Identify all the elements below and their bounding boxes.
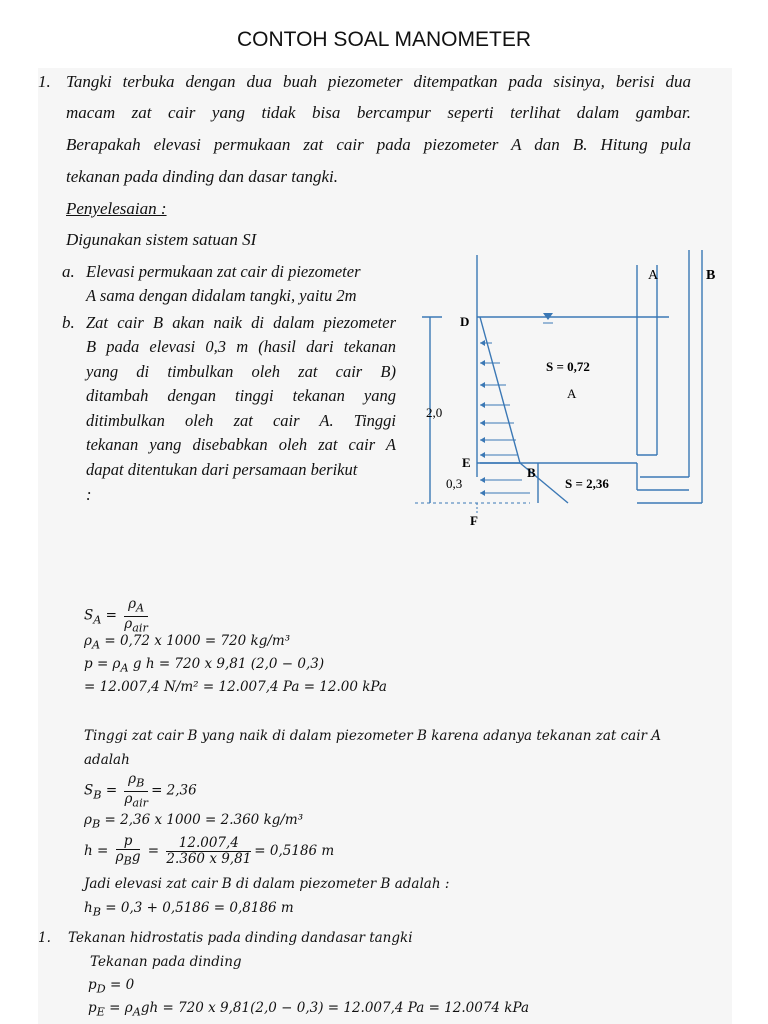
section2-number: 1. [38,930,51,946]
label-B-mid: B [527,465,536,480]
units-note: Digunakan sistem satuan SI [66,230,257,249]
problem-line-4: tekanan pada dinding dan dasar tangki. [66,167,338,186]
eq-rho-b: $\rho_B = 2,36$ x 1000 = 2.360 kg/m³ [84,812,304,831]
item-b-line-3: yang di timbulkan oleh zat cair B) [86,362,396,381]
page-title: CONTOH SOAL MANOMETER [236,28,532,51]
item-b-letter: b. [62,313,75,332]
section2-sub: Tekanan pada dinding [90,954,242,970]
eq-pd: $p_D = 0$ [88,977,135,996]
calc2-intro-line-1: Tinggi zat cair B yang naik di dalam piezometer B karena adanya tekanan zat cair A [84,728,662,744]
label-F: F [470,513,478,528]
label-liquid-a: A [567,386,577,401]
eq-rho-a: $\rho_A = 0,72$ x 1000 = 720 kg/m³ [84,633,291,652]
item-b-line-2: B pada elevasi 0,3 m (hasil dari tekanan [86,337,396,356]
eq-h: h = $\frac{p}{\rho_Bg}$ = $\frac{12.007,4}{2.360 x 9,81}$ = 0,5186 m [84,833,335,868]
eq-p-result: = 12.007,4 N/m² = 12.007,4 Pa = 12.00 kPa [84,679,387,695]
label-s-lower: S = 2,36 [565,476,609,491]
label-E: E [462,455,471,470]
item-b-line-4: ditambah dengan tinggi tekanan yang [86,386,396,405]
item-a-line-2: A sama dengan didalam tangki, yaitu 2m [86,286,357,305]
solution-label: Penyelesaian : [66,199,167,218]
item-b-line-7: dapat ditentukan dari persamaan berikut [86,460,358,479]
section2-heading: Tekanan hidrostatis pada dinding dandasar tangki [68,930,413,946]
eq-sb: $S_B$ = $\frac{\rho_B}{\rho_{air}}$ = 2,36 [84,771,197,810]
label-piezometer-a: A [648,268,659,283]
calc2-conclusion: Jadi elevasi zat cair B di dalam piezometer B adalah : [84,876,450,892]
eq-pe: $p_E = \rho_Agh = 720$ x 9,81(2,0 − 0,3) = 12.007,4 Pa = 12.0074 kPa [88,1000,530,1019]
pressure-line-A [480,317,520,463]
calc2-intro-line-2: adalah [84,752,130,768]
item-b-line-1: Zat cair B akan naik di dalam piezometer [86,313,396,332]
eq-hb: $h_B = 0,3 + 0,5186 = 0,8186$ m [84,900,294,919]
label-D: D [460,314,470,329]
label-dim-lower: 0,3 [446,476,463,491]
problem-line-2: macam zat cair yang tidak bisa bercampur seperti terlihat dalam gambar. [66,103,691,122]
item-b-line-5: ditimbulkan oleh zat cair A. Tinggi [86,411,396,430]
item-b-line-6: tekanan yang disebabkan oleh zat cair A [86,435,396,454]
item-a-line-1: Elevasi permukaan zat cair di piezometer [86,262,361,281]
problem-number: 1. [38,72,51,91]
eq-sa: $S_A$ = $\frac{\rho_A}{\rho_{air}}$ [84,596,148,635]
problem-line-1: Tangki terbuka dengan dua buah piezometer ditempatkan pada sisinya, berisi dua [66,72,691,91]
label-piezometer-b: B [706,268,716,283]
problem-line-3: Berapakah elevasi permukaan zat cair pada piezometer A dan B. Hitung pula [66,135,691,154]
label-s-upper: S = 0,72 [546,359,590,374]
tank-diagram [410,245,730,535]
eq-p: $p = \rho_A$ g h = 720 x 9,81 (2,0 − 0,3) [84,656,325,675]
item-a-letter: a. [62,262,75,281]
label-dim-total: 2,0 [426,405,443,420]
item-b-line-8: : [86,485,92,504]
